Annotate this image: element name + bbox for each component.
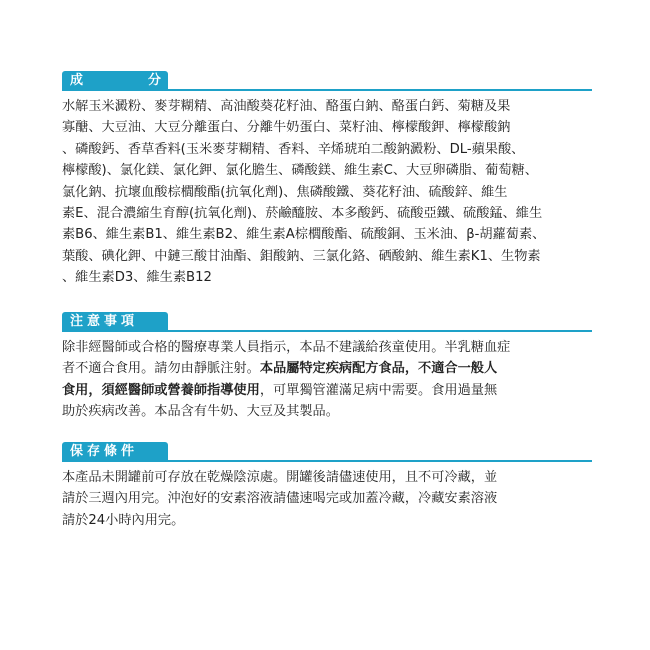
ingredients-line: 素E、混合濃縮生育醇(抗氧化劑)、菸鹼醯胺、本多酸鈣、硫酸亞鐵、硫酸錳、維生 (62, 206, 543, 222)
notes-header (62, 312, 592, 332)
ingredients-line: 寡醣、大豆油、大豆分離蛋白、分離牛奶蛋白、菜籽油、檸檬酸鉀、檸檬酸鈉 (62, 120, 511, 136)
storage-header (62, 442, 592, 462)
notes-section (62, 312, 592, 423)
notes-line: ，可單獨管灌滿足病中需要。食用過量無 (259, 382, 498, 398)
ingredients-line: 檸檬酸)、氯化鎂、氯化鉀、氯化膽生、磷酸鎂、維生素C、大豆卵磷脂、葡萄糖、 (62, 163, 538, 179)
notes-title: 注意事項 (62, 312, 168, 331)
ingredients-line: 、維生素D3、維生素B12 (62, 270, 212, 286)
ingredients-line: 、磷酸鈣、香草香料(玉米麥芽糊精、香料、辛烯琥珀二酸鈉澱粉、DL-蘋果酸、 (62, 141, 525, 157)
notes-warning-bold: 食用，須經醫師或營養師指導使用 (62, 382, 260, 398)
notes-line: 助於疾病改善。本品含有牛奶、大豆及其製品。 (62, 404, 339, 420)
storage-title: 保存條件 (62, 442, 168, 461)
notes-warning-bold: 本品屬特定疾病配方食品，不適合一般人 (259, 361, 498, 377)
ingredients-text (62, 96, 592, 289)
notes-line: 除非經醫師或合格的醫療專業人員指示，本品不建議給孩童使用。半乳糖血症 (62, 340, 511, 355)
storage-line: 本產品未開罐前可存放在乾燥陰涼處。開罐後請儘速使用，且不可冷藏，並 (62, 470, 498, 485)
notes-line: 者不適合食用。請勿由靜脈注射。 (62, 361, 260, 377)
ingredients-title: 成 分 (62, 71, 168, 90)
ingredients-header (62, 71, 592, 91)
ingredients-line: 葉酸、碘化鉀、中鏈三酸甘油酯、鉬酸鈉、三氯化鉻、硒酸鈉、維生素K1、生物素 (62, 248, 541, 264)
storage-section (62, 442, 592, 531)
ingredients-section (62, 71, 592, 289)
ingredients-line: 素B6、維生素B1、維生素B2、維生素A棕櫚酸酯、硫酸銅、玉米油、β-胡蘿蔔素、 (62, 227, 546, 243)
storage-line: 請於24小時內用完。 (62, 512, 185, 528)
ingredients-line: 氯化鈉、抗壞血酸棕櫚酸酯(抗氧化劑)、焦磷酸鐵、葵花籽油、硫酸鋅、維生 (62, 184, 508, 200)
storage-line: 請於三週內用完。沖泡好的安素溶液請儘速喝完或加蓋冷藏，冷藏安素溶液 (62, 491, 498, 507)
storage-text (62, 467, 592, 531)
notes-text (62, 337, 592, 423)
ingredients-line: 水解玉米澱粉、麥芽糊精、高油酸葵花籽油、酪蛋白鈉、酪蛋白鈣、菊糖及果 (62, 99, 511, 114)
